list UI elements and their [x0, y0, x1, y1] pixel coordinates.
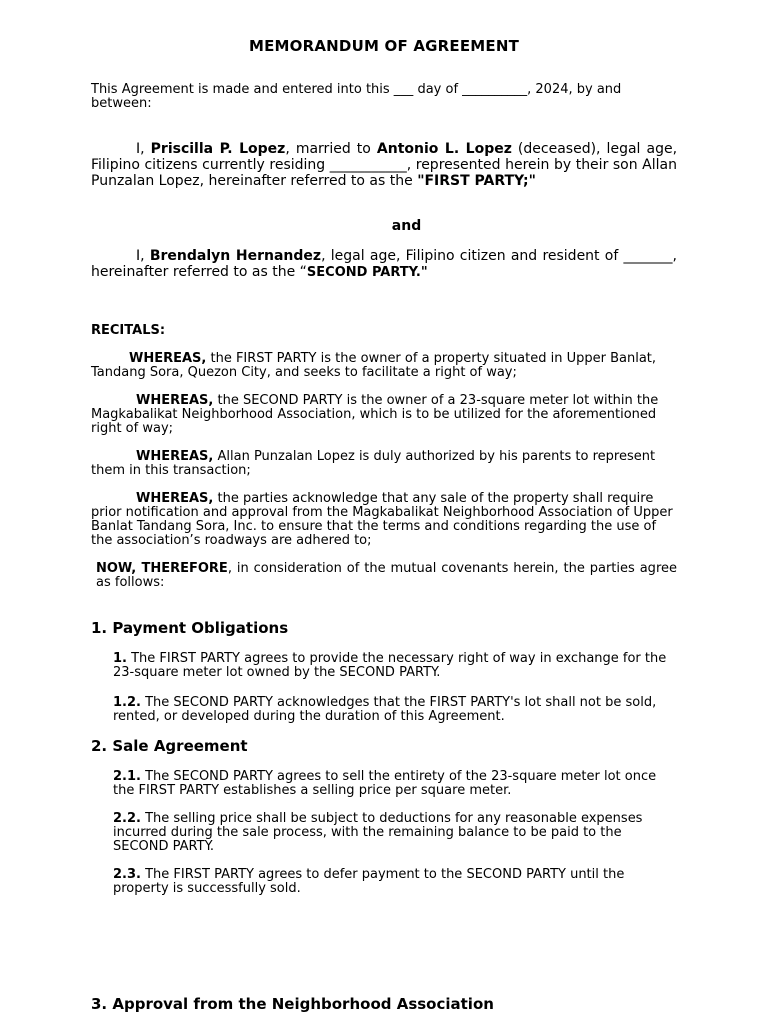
recital-text: the parties acknowledge that any sale of the property shall require prior notification and approval from the Magkabalikat Neighborhood Association of Upper Banlat Tandang Sora, Inc. to ensure that the terms and conditions regarding the use of the association’s roadways are adhered to; [91, 491, 673, 548]
clause-text: The FIRST PARTY agrees to defer payment to the SECOND PARTY until the property is successfully sold. [113, 867, 625, 896]
recital-item [91, 394, 677, 436]
clause-text: The SECOND PARTY agrees to sell the entirety of the 23-square meter lot once the FIRST PARTY establishes a selling price per square meter. [113, 769, 657, 798]
second-party-label: SECOND PARTY." [306, 265, 428, 280]
recital-lead: WHEREAS, [129, 351, 207, 366]
clause-text: The selling price shall be subject to deductions for any reasonable expenses incurred during the sale process, with the remaining balance to be paid to the SECOND PARTY. [113, 811, 643, 854]
clause-item [113, 696, 677, 724]
now-therefore-paragraph [96, 562, 677, 590]
recital-lead: WHEREAS, [136, 393, 214, 408]
recital-text: Allan Punzalan Lopez is duly authorized by his parents to represent them in this transaction; [91, 449, 656, 478]
recital-lead: WHEREAS, [136, 449, 214, 464]
section-heading-approval: 3. Approval from the Neighborhood Association [91, 995, 494, 1013]
clause-item [113, 770, 677, 798]
recitals-heading: RECITALS: [91, 323, 166, 338]
first-party-name: Priscilla P. Lopez [150, 141, 286, 157]
clause-item [113, 868, 677, 896]
document-title: MEMORANDUM OF AGREEMENT [248, 37, 520, 55]
recital-item [91, 450, 677, 478]
clause-number: 1. [113, 651, 127, 666]
clause-number: 2.3. [113, 867, 141, 882]
first-party-label: "FIRST PARTY;" [417, 173, 536, 189]
clause-number: 1.2. [113, 695, 141, 710]
now-therefore-text: , in consideration of the mutual covenants herein, the parties agree as follows: [96, 561, 677, 590]
second-party-paragraph [91, 248, 677, 281]
clause-text: The FIRST PARTY agrees to provide the necessary right of way in exchange for the 23-square meter lot owned by the SECOND PARTY. [113, 651, 667, 680]
clause-text: The SECOND PARTY acknowledges that the FIRST PARTY's lot shall not be sold, rented, or developed during the duration of this Agreement. [113, 695, 657, 724]
intro-paragraph: This Agreement is made and entered into this ___ day of __________, 2024, by and between: [91, 82, 622, 111]
recital-text: the SECOND PARTY is the owner of a 23-square meter lot within the Magkabalikat Neighborhood Association, which is to be utilized for the aforementioned right of way; [91, 393, 659, 436]
clause-number: 2.2. [113, 811, 141, 826]
first-party-married-text: , married to [285, 141, 377, 157]
recital-item [91, 352, 677, 380]
section-heading-sale-agreement: 2. Sale Agreement [91, 737, 248, 755]
recital-text: the FIRST PARTY is the owner of a property situated in Upper Banlat, Tandang Sora, Quezon City, and seeks to facilitate a right of way; [91, 351, 657, 380]
clause-item [113, 812, 677, 854]
now-therefore-lead: NOW, THEREFORE [96, 561, 228, 576]
recital-lead: WHEREAS, [136, 491, 214, 506]
clause-item [113, 652, 677, 680]
first-party-spouse: Antonio L. Lopez [376, 141, 512, 157]
first-party-prefix: I, [136, 141, 151, 157]
second-party-name: Brendalyn Hernandez [149, 248, 322, 264]
and-separator: and [391, 218, 422, 234]
recital-item [91, 492, 677, 548]
first-party-paragraph [91, 141, 677, 189]
first-party-details: (deceased), legal age, Filipino citizens currently residing ___________, represented herein by their son Allan Punzalan Lopez, hereinafter referred to as the [91, 141, 678, 189]
second-party-details: , legal age, Filipino citizen and resident of _______, hereinafter referred to as the “ [91, 248, 677, 280]
section-heading-payment-obligations: 1. Payment Obligations [91, 619, 289, 637]
second-party-prefix: I, [136, 248, 150, 264]
clause-number: 2.1. [113, 769, 141, 784]
